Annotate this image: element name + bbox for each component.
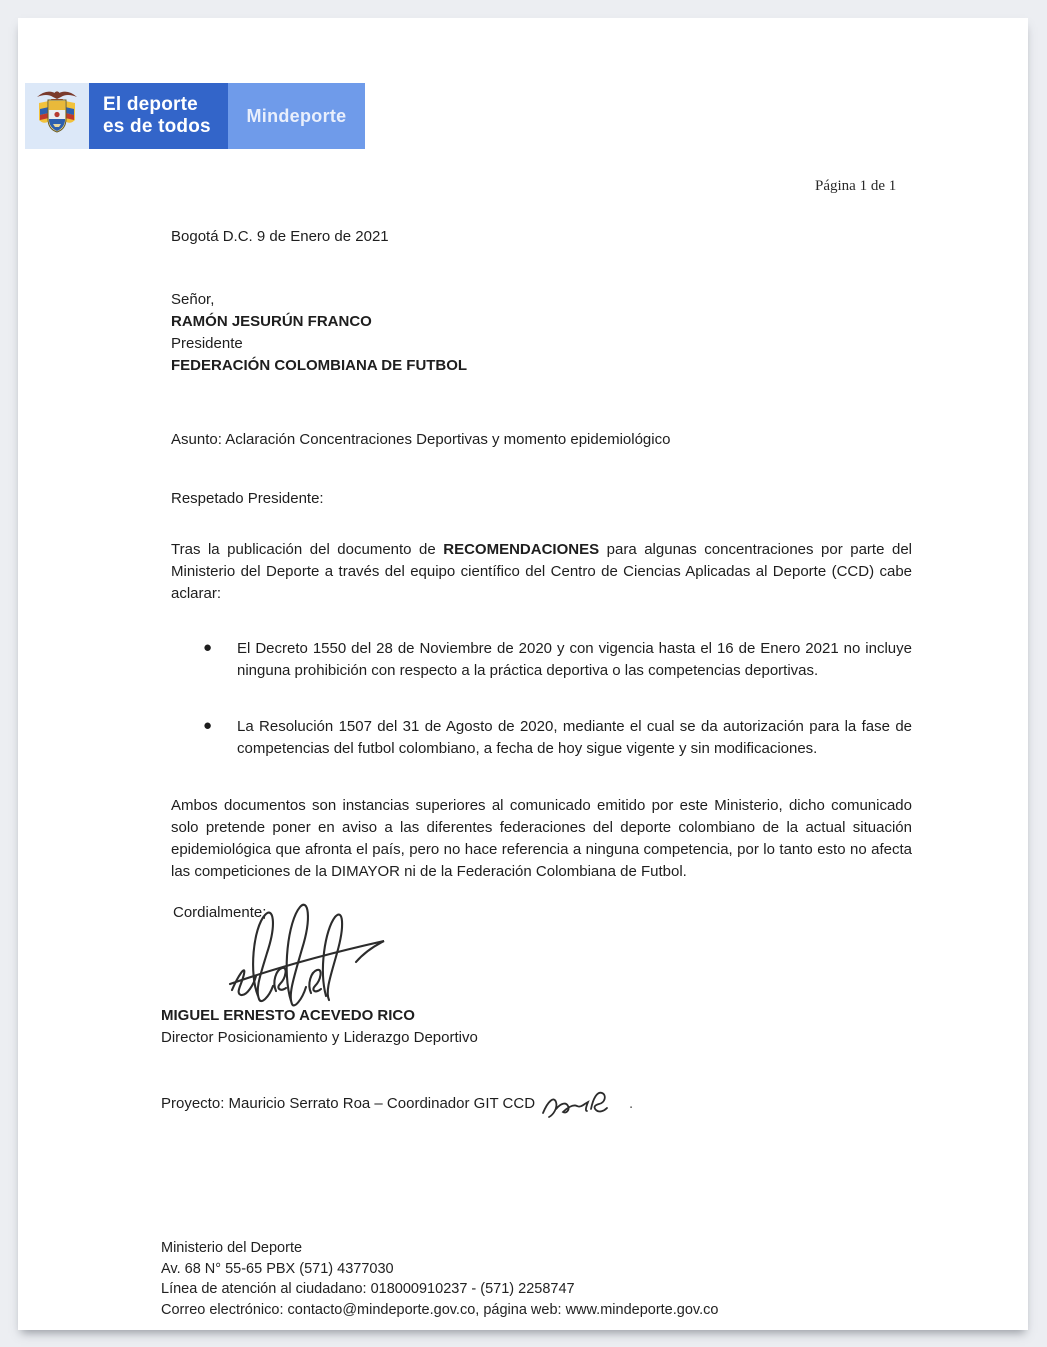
slogan-block (89, 83, 228, 149)
paragraph-1: Tras la publicación del documento de RECOMENDACIONES para algunas concentraciones por parte del Ministerio del Deporte a través del equipo científico del Centro de Ciencias Aplicadas al Deporte (CCD) cabe aclarar: (171, 541, 912, 602)
trailing-dot: . (629, 1095, 634, 1112)
slogan-line1: El deporte (103, 94, 198, 115)
signer-block (161, 1005, 478, 1049)
bullet-icon: ● (203, 639, 213, 656)
prepared-by-line: Proyecto: Mauricio Serrato Roa – Coordinador GIT CCD . (161, 1087, 633, 1115)
signer-title: Director Posicionamiento y Liderazgo Deportivo (161, 1029, 478, 1046)
colombia-coat-of-arms-icon (25, 83, 89, 149)
signer-name: MIGUEL ERNESTO ACEVEDO RICO (161, 1007, 415, 1024)
recipient-title: Presidente (171, 335, 243, 352)
bullet-icon: ● (203, 717, 213, 734)
recipient-organization: FEDERACIÓN COLOMBIANA DE FUTBOL (171, 357, 468, 374)
ministry-brand-bar (25, 83, 365, 149)
letter-page (18, 18, 1028, 1330)
footer-phone-line: Línea de atención al ciudadano: 018000910237 - (571) 2258747 (161, 1281, 575, 1297)
footer-address: Av. 68 N° 55-65 PBX (571) 4377030 (161, 1260, 394, 1277)
bullet-item-decreto: ● El Decreto 1550 del 28 de Noviembre de 2020 y con vigencia hasta el 16 de Enero 2021 no incluye ninguna prohibición con respecto a la práctica deportiva o las competencias deportivas. (203, 639, 912, 679)
page-number: Página 1 de 1 (815, 178, 897, 194)
coat-of-arms-svg (31, 87, 83, 145)
closing-line: Cordialmente; (173, 904, 267, 921)
recipient-name: RAMÓN JESURÚN FRANCO (171, 313, 372, 330)
footer-contact-block (161, 1238, 718, 1320)
bullet-list (171, 638, 912, 794)
bullet-item-resolucion: ● La Resolución 1507 del 31 de Agosto de 2020, mediante el cual se da autorización para la fase de competencias del futbol colombiano, a fecha de hoy sigue vigente y sin modificaciones. (203, 717, 912, 757)
footer-ministry-name: Ministerio del Deporte (161, 1240, 303, 1256)
subject-line: Asunto: Aclaración Concentraciones Deportivas y momento epidemiológico (171, 431, 671, 448)
recipient-block (171, 289, 467, 377)
signature-image (218, 896, 398, 1008)
recomendaciones-bold: RECOMENDACIONES (443, 541, 600, 558)
mindeporte-wordmark: Mindeporte (228, 83, 365, 149)
date-line: Bogotá D.C. 9 de Enero de 2021 (171, 228, 389, 245)
initials-signature-image (539, 1087, 611, 1121)
footer-email-web-line: Correo electrónico: contacto@mindeporte.gov.co, página web: www.mindeporte.gov.co (161, 1301, 719, 1318)
greeting-line: Respetado Presidente: (171, 490, 324, 507)
slogan-line2: es de todos (103, 116, 211, 137)
paragraph-2: Ambos documentos son instancias superiores al comunicado emitido por este Ministerio, dicho comunicado solo pretende poner en aviso a las diferentes federaciones del deporte colombiano de la actual situación epidemiológica que afronta el país, pero no hace referencia a ninguna competencia, por lo tanto esto no afecta las competiciones de la DIMAYOR ni de la Federación Colombiana de Futbol. (171, 797, 912, 880)
recipient-salutation: Señor, (171, 291, 215, 308)
